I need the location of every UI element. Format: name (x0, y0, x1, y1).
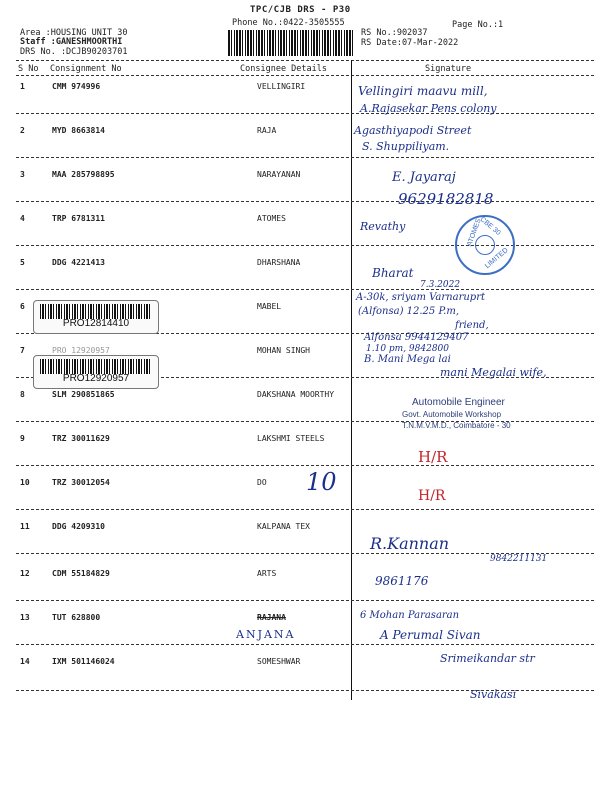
row-consignment: TRZ 30011629 (52, 434, 110, 443)
signature-column-divider (351, 60, 352, 700)
table-row (0, 82, 600, 102)
row-consignee: DHARSHANA (257, 258, 301, 267)
signature-row2-line1: Agasthiyapodi Street (354, 124, 472, 137)
row-consignee: ATOMES (257, 214, 286, 223)
row-consignee: KALPANA TEX (257, 522, 310, 531)
barcode-sticker (33, 300, 159, 334)
row-sno: 9 (20, 434, 25, 443)
row-consignee: RAJANA (257, 613, 286, 622)
stamp-inner-ring (475, 235, 495, 255)
row-consignee: MABEL (257, 302, 282, 311)
sticker-label: PRO12920957 (62, 373, 130, 384)
row-sno: 7 (20, 346, 25, 355)
mark-row10: 10 (306, 468, 337, 496)
row-consignment: DDG 4209310 (52, 522, 105, 531)
row-consignee: DAKSHANA MOORTHY (257, 390, 335, 399)
row-consignee: LAKSHMI STEELS (257, 434, 325, 443)
col-signature: Signature (425, 64, 472, 74)
header-rule-bottom (16, 75, 594, 76)
sticker-bars (40, 359, 150, 374)
row-sno: 4 (20, 214, 25, 223)
col-consignee: Consignee Details (240, 64, 327, 74)
signature-row6-line3: friend, (455, 320, 489, 331)
signature-row5: Bharat (372, 266, 414, 280)
signature-row10: H/R (418, 488, 446, 504)
row-consignment: CDM 55184829 (52, 569, 110, 578)
sticker-label: PRO12814410 (62, 318, 130, 329)
col-sno: S No (18, 64, 39, 74)
signature-row13-line2: A Perumal Sivan (380, 628, 481, 642)
row-consignment: TRP 6781311 (52, 214, 105, 223)
row-consignee: RAJA (257, 126, 277, 135)
table-row (0, 434, 600, 454)
signature-row14-line2: Sivakasi (470, 688, 517, 701)
seal-title: Automobile Engineer (412, 397, 505, 408)
row-rule (16, 644, 594, 645)
table-row (0, 478, 600, 498)
table-row (0, 613, 600, 633)
signature-row6-line2: (Alfonsa) 12.25 P.m, (358, 306, 460, 317)
rs-number: RS No.:902037 (361, 28, 428, 38)
row-consignment: CMM 974996 (52, 82, 101, 91)
row-rule (16, 509, 594, 510)
signature-row1-line1: Vellingiri maavu mill, (358, 84, 488, 98)
row-sno: 1 (20, 82, 25, 91)
row-consignee: NARAYANAN (257, 170, 301, 179)
signature-row4: Revathy (360, 220, 406, 233)
signature-row2-line2: S. Shuppiliyam. (362, 140, 450, 153)
row-sno: 10 (20, 478, 30, 487)
row-sno: 3 (20, 170, 25, 179)
stamp-bottom-text: LIMITED (483, 246, 510, 271)
row-consignment: MAA 285798895 (52, 170, 115, 179)
area-label: Area :HOUSING UNIT 30 (20, 28, 128, 38)
correction-row13: ANJANA (236, 628, 296, 641)
staff-label: Staff :GANESHMOORTHI (20, 37, 123, 47)
document-title: TPC/CJB DRS - P30 (250, 5, 351, 15)
row-consignee: VELLINGIRI (257, 82, 306, 91)
row-consignment: PRO 12920957 (52, 346, 110, 355)
row-rule (16, 157, 594, 158)
row-sno: 11 (20, 522, 30, 531)
signature-row11-line2: 9842211131 (490, 554, 548, 564)
signature-row13-line1: 6 Mohan Parasaran (360, 610, 460, 621)
row-rule (16, 465, 594, 466)
barcode-sticker (33, 355, 159, 389)
stamp-top-text: ATOMES (466, 217, 483, 248)
row-consignment: TUT 628800 (52, 613, 101, 622)
row-sno: 2 (20, 126, 25, 135)
signature-row6-line1: A-30k, sriyam Varnaruprt (356, 292, 485, 303)
row-sno: 12 (20, 569, 30, 578)
row-consignee: MOHAN SINGH (257, 346, 310, 355)
row-sno: 8 (20, 390, 25, 399)
row-sno: 13 (20, 613, 30, 622)
phone-number: Phone No.:0422-3505555 (232, 18, 345, 28)
sticker-bars (40, 304, 150, 319)
round-company-stamp (455, 215, 515, 275)
page-number: Page No.:1 (452, 20, 504, 30)
row-sno: 6 (20, 302, 25, 311)
row-consignee: ARTS (257, 569, 277, 578)
signature-row9: H/R (418, 448, 448, 466)
row-rule (16, 201, 594, 202)
seal-line3: T.N.M.V.M.D., Coimbatore - 30 (402, 421, 511, 430)
table-row (0, 390, 600, 410)
table-row (0, 569, 600, 589)
signature-row14-line1: Srimeikandar str (440, 652, 535, 665)
row-rule (16, 289, 594, 290)
row-rule (16, 113, 594, 114)
table-row (0, 170, 600, 190)
row-consignment: TRZ 30012054 (52, 478, 110, 487)
row-consignment: DDG 4221413 (52, 258, 105, 267)
signature-row7-line2: 1.10 pm, 9842800 (366, 344, 449, 354)
signature-row3-line2: 9629182818 (398, 190, 494, 208)
row-sno: 5 (20, 258, 25, 267)
header-rule-top (16, 60, 594, 61)
signature-row5-date: 7.3.2022 (420, 280, 461, 290)
seal-line2: Govt. Automobile Workshop (402, 410, 502, 419)
row-rule (16, 600, 594, 601)
signature-row12: 9861176 (375, 574, 429, 588)
signature-row7-line1: Alfonsa 9944129407 (364, 332, 469, 343)
row-consignee: DO (257, 478, 267, 487)
row-consignment: IXM 501146024 (52, 657, 115, 666)
signature-row7-line3: B. Mani Mega lai (364, 354, 451, 365)
row-consignment: MYD 8663814 (52, 126, 105, 135)
row-consignee: SOMESHWAR (257, 657, 301, 666)
signature-row7-line4: mani Megalai wife, (440, 366, 547, 379)
signature-row3-line1: E. Jayaraj (392, 170, 456, 185)
row-sno: 14 (20, 657, 30, 666)
rs-date: RS Date:07-Mar-2022 (361, 38, 459, 48)
signature-row1-line2: A.Rajasekar Pens colony (360, 102, 497, 115)
table-row (0, 522, 600, 542)
stamp-center-text: CBE 30 (478, 216, 502, 237)
table-row (0, 126, 600, 146)
drs-number: DRS No. :DCJB90203701 (20, 47, 128, 57)
signature-row11-line1: R.Kannan (370, 534, 450, 553)
row-consignment: SLM 290851865 (52, 390, 115, 399)
col-consignment: Consignment No (50, 64, 122, 74)
header-barcode (228, 30, 353, 56)
